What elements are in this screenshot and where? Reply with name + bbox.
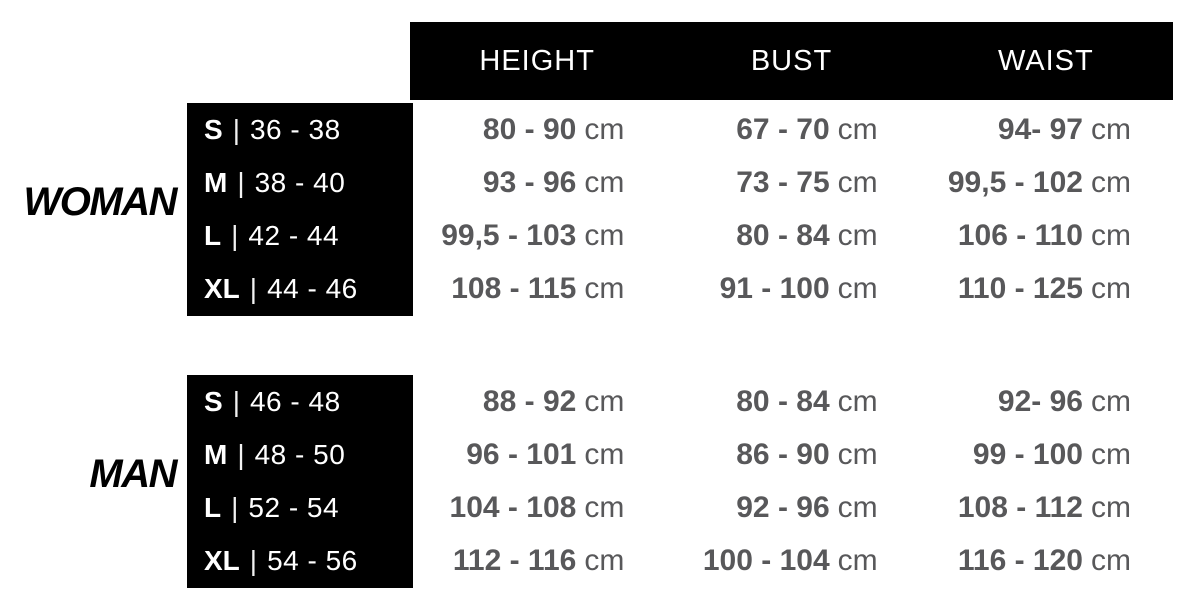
man-measurements	[413, 375, 1173, 588]
size-separator: |	[249, 545, 258, 577]
cell-woman-xl-waist	[920, 263, 1173, 316]
cell-man-m-waist	[920, 428, 1173, 481]
cell-woman-xl-bust	[666, 263, 919, 316]
measurement-value: 99,5 - 102	[947, 165, 1083, 199]
measurement-unit: cm	[837, 437, 878, 471]
measurement-unit: cm	[584, 384, 625, 418]
cell-woman-s-height	[413, 103, 666, 156]
measurement-value: 112 - 116	[452, 544, 577, 578]
measurement-unit: cm	[584, 165, 625, 199]
size-separator: |	[237, 166, 245, 198]
cell-man-xl-height	[413, 535, 666, 588]
measurement-unit: cm	[1090, 437, 1131, 471]
size-range: 36 - 38	[249, 113, 341, 145]
measurement-value: 116 - 120	[957, 544, 1083, 578]
size-range: 48 - 50	[254, 438, 346, 470]
column-header-bust: BUST	[750, 44, 833, 77]
measurement-value: 80 - 90	[482, 112, 577, 146]
measurement-value: 86 - 90	[736, 437, 830, 471]
size-separator: |	[249, 273, 258, 305]
measurement-unit: cm	[1090, 544, 1131, 578]
measurement-value: 104 - 108	[449, 491, 577, 525]
size-row-woman-l	[187, 210, 413, 263]
cell-man-s-height	[413, 375, 666, 428]
size-letter: L	[204, 492, 222, 524]
cell-man-s-bust	[666, 375, 919, 428]
cell-woman-xl-height	[413, 263, 666, 316]
measurement-unit: cm	[1090, 112, 1131, 146]
measurement-value: 91 - 100	[719, 272, 830, 306]
measurement-unit: cm	[584, 272, 625, 306]
measurement-value: 93 - 96	[482, 165, 577, 199]
measurement-unit: cm	[837, 219, 878, 253]
measurement-unit: cm	[584, 544, 625, 578]
measurement-unit: cm	[584, 219, 625, 253]
measurement-unit: cm	[837, 272, 878, 306]
measurement-value: 92 - 96	[736, 491, 830, 525]
measurement-unit: cm	[1090, 491, 1131, 525]
size-range: 52 - 54	[248, 492, 340, 524]
cell-man-m-height	[413, 428, 666, 481]
measurement-unit: cm	[584, 437, 625, 471]
size-row-woman-s	[187, 103, 413, 156]
column-header-waist: WAIST	[997, 44, 1094, 77]
size-separator: |	[231, 220, 239, 252]
measurement-unit: cm	[1090, 165, 1131, 199]
measurement-value: 106 - 110	[957, 219, 1083, 253]
measurement-unit: cm	[837, 384, 878, 418]
measurement-unit: cm	[1090, 219, 1131, 253]
cell-woman-l-bust	[666, 210, 919, 263]
cell-man-s-waist	[920, 375, 1173, 428]
cell-woman-m-waist	[920, 156, 1173, 209]
measurement-unit: cm	[1090, 384, 1131, 418]
measurement-value: 92- 96	[997, 384, 1083, 418]
column-header-height: HEIGHT	[479, 44, 595, 77]
cell-woman-l-waist	[920, 210, 1173, 263]
size-letter: M	[204, 166, 228, 198]
measurement-value: 80 - 84	[736, 384, 830, 418]
size-letter: S	[204, 385, 223, 417]
size-row-woman-xl	[187, 263, 413, 316]
woman-measurements	[413, 103, 1173, 316]
size-separator: |	[231, 492, 239, 524]
measurement-unit: cm	[837, 544, 878, 578]
measurement-unit: cm	[837, 112, 878, 146]
size-range: 44 - 46	[267, 273, 358, 305]
size-range: 38 - 40	[254, 166, 346, 198]
size-letter: XL	[204, 273, 240, 305]
table-header	[410, 22, 1173, 100]
cell-man-l-height	[413, 482, 666, 535]
cell-woman-s-waist	[920, 103, 1173, 156]
measurement-value: 88 - 92	[482, 384, 577, 418]
cell-man-xl-bust	[666, 535, 919, 588]
size-row-man-xl	[187, 535, 413, 588]
cell-man-l-bust	[666, 482, 919, 535]
cell-man-l-waist	[920, 482, 1173, 535]
size-row-man-m	[187, 428, 413, 481]
measurement-value: 108 - 112	[957, 491, 1083, 525]
cell-woman-l-height	[413, 210, 666, 263]
measurement-unit: cm	[584, 491, 625, 525]
section-label-woman: WOMAN	[23, 180, 176, 224]
size-row-woman-m	[187, 156, 413, 209]
measurement-value: 67 - 70	[736, 112, 830, 146]
cell-woman-s-bust	[666, 103, 919, 156]
woman-size-column	[187, 103, 413, 316]
measurement-value: 73 - 75	[736, 165, 830, 199]
measurement-unit: cm	[1090, 272, 1131, 306]
cell-woman-m-height	[413, 156, 666, 209]
size-letter: M	[204, 438, 228, 470]
section-label-man: MAN	[89, 452, 176, 496]
measurement-unit: cm	[837, 491, 878, 525]
cell-man-m-bust	[666, 428, 919, 481]
size-row-man-l	[187, 482, 413, 535]
measurement-value: 99 - 100	[972, 437, 1083, 471]
size-range: 54 - 56	[267, 545, 358, 577]
size-letter: XL	[204, 545, 240, 577]
size-letter: S	[204, 113, 223, 145]
measurement-value: 96 - 101	[466, 437, 577, 471]
size-letter: L	[204, 220, 222, 252]
cell-man-xl-waist	[920, 535, 1173, 588]
measurement-value: 110 - 125	[957, 272, 1083, 306]
size-row-man-s	[187, 375, 413, 428]
measurement-unit: cm	[837, 165, 878, 199]
size-separator: |	[232, 385, 240, 417]
measurement-value: 80 - 84	[736, 219, 830, 253]
cell-woman-m-bust	[666, 156, 919, 209]
measurement-unit: cm	[584, 112, 625, 146]
measurement-value: 100 - 104	[702, 544, 830, 578]
measurement-value: 108 - 115	[451, 272, 577, 306]
size-separator: |	[232, 113, 240, 145]
size-range: 46 - 48	[249, 385, 341, 417]
measurement-value: 99,5 - 103	[441, 219, 577, 253]
measurement-value: 94- 97	[997, 112, 1083, 146]
size-range: 42 - 44	[248, 220, 340, 252]
man-size-column	[187, 375, 413, 588]
size-separator: |	[237, 438, 245, 470]
